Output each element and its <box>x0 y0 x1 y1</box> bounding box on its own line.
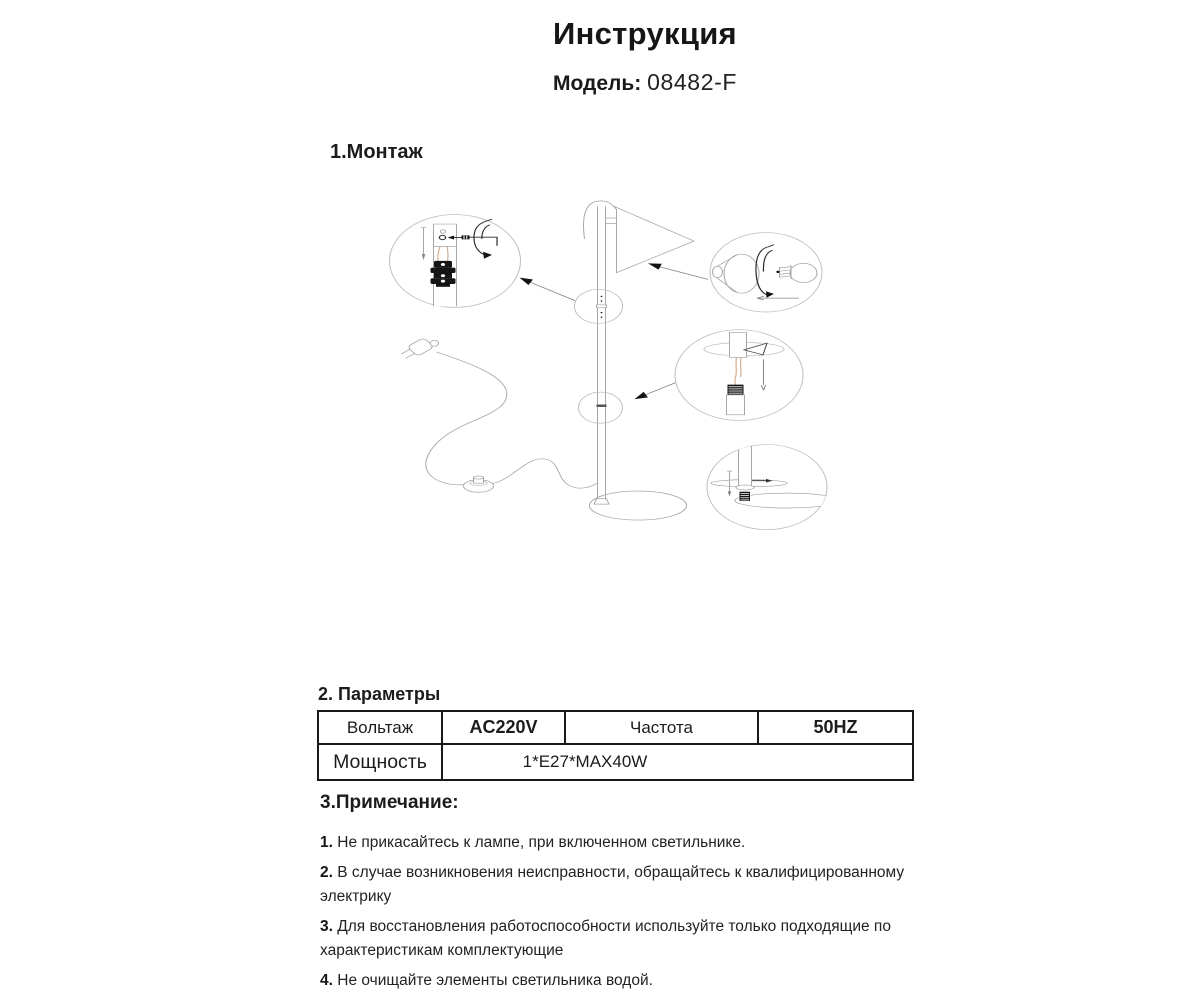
note-item <box>320 861 918 909</box>
parameters-table <box>317 710 914 781</box>
voltage-value-cell: AC220V <box>442 711 565 744</box>
notes-list <box>320 831 918 999</box>
terminal-connector-icon <box>431 261 456 287</box>
arrow-to-pole-joint <box>635 383 677 400</box>
power-plug-icon <box>398 334 440 361</box>
pole-joint-upper <box>575 289 623 323</box>
pole-joint-lower <box>579 392 623 423</box>
power-cord <box>426 352 598 488</box>
note-text: Для восстановления работоспособности используйте только подходящие по характеристикам комплектующие <box>320 918 891 959</box>
arrow-to-shade <box>648 263 708 279</box>
note-item <box>320 831 918 855</box>
power-label-cell: Мощность <box>318 744 442 780</box>
assembly-diagram <box>375 195 840 670</box>
wire-connector-detail <box>390 214 521 307</box>
threaded-spring-icon <box>728 385 744 395</box>
model-line <box>90 69 1200 96</box>
note-text: В случае возникновения неисправности, обращайтесь к квалифицированному электрику <box>320 864 905 905</box>
base-screw-stub-icon <box>740 492 751 501</box>
power-value-cell: 1*E27*MAX40W <box>442 744 913 780</box>
note-number: 2. <box>320 864 333 881</box>
page-title: Инструкция <box>553 16 737 51</box>
note-number: 1. <box>320 834 333 851</box>
note-item <box>320 915 918 963</box>
bulb-install-detail <box>710 233 822 312</box>
frequency-label-cell: Частота <box>565 711 758 744</box>
foot-switch-icon <box>464 476 494 492</box>
note-number: 4. <box>320 972 333 989</box>
lamp-shade <box>606 206 695 272</box>
note-text: Не прикасайтесь к лампе, при включенном светильнике. <box>337 834 746 851</box>
header <box>90 16 1200 96</box>
base-mount-detail <box>707 445 839 530</box>
assembly-heading: 1.Монтаж <box>330 141 423 163</box>
arrow-to-connector-detail <box>520 278 576 301</box>
model-value: 08482-F <box>647 69 737 95</box>
lamp-base <box>590 491 687 520</box>
voltage-label-cell: Вольтаж <box>318 711 442 744</box>
pole-joint-detail <box>675 330 803 421</box>
frequency-value-cell: 50HZ <box>758 711 913 744</box>
parameters-heading: 2. Параметры <box>318 684 441 704</box>
note-text: Не очищайте элементы светильника водой. <box>337 972 653 989</box>
model-label: Модель: <box>552 72 642 95</box>
note-item <box>320 969 918 993</box>
note-number: 3. <box>320 918 333 935</box>
lamp-pole <box>584 201 615 499</box>
notes-heading: 3.Примечание: <box>320 792 459 813</box>
